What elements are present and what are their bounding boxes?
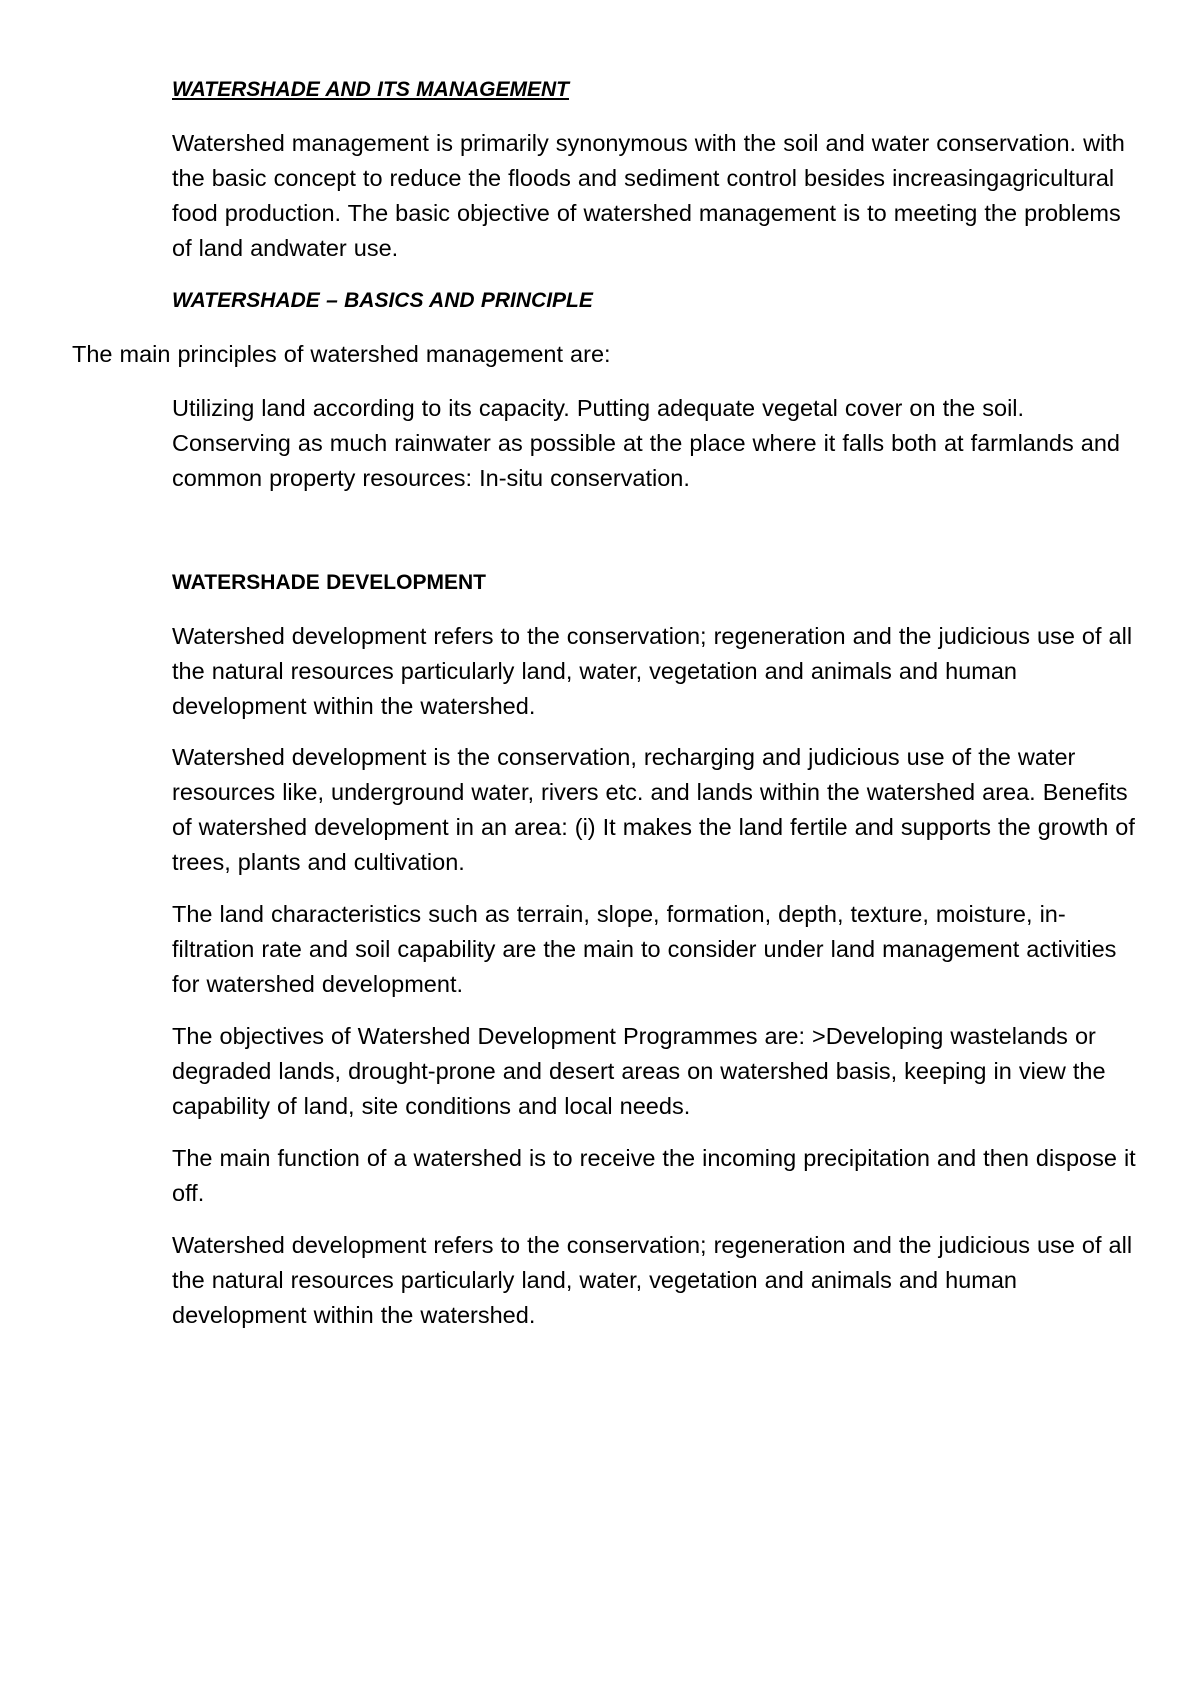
- development-paragraph: The land characteristics such as terrain, slope, formation, depth, texture, moisture, in-filtration rate and soil capability are the main to consider under land management activities for watershed development.: [172, 901, 1117, 997]
- principles-lead-in: The main principles of watershed management are:: [72, 341, 611, 367]
- section-heading-development: WATERSHADE DEVELOPMENT: [172, 571, 486, 594]
- development-paragraph: The main function of a watershed is to receive the incoming precipitation and then dispose it off.: [172, 1145, 1136, 1206]
- principles-paragraph: Utilizing land according to its capacity. Putting adequate vegetal cover on the soil. Conserving as much rainwater as possible at the place where it falls both at farmlands and common property resources: In-situ conservation.: [172, 395, 1120, 491]
- document-title: WATERSHADE AND ITS MANAGEMENT: [172, 78, 569, 101]
- section-heading-basics: WATERSHADE – BASICS AND PRINCIPLE: [172, 289, 593, 312]
- development-paragraph: The objectives of Watershed Development Programmes are: >Developing wastelands or degraded lands, drought-prone and desert areas on watershed basis, keeping in view the capability of land, site conditions and local needs.: [172, 1023, 1106, 1119]
- intro-paragraph: Watershed management is primarily synonymous with the soil and water conservation. with the basic concept to reduce the floods and sediment control besides increasingagricultural food production. The basic objective of watershed management is to meeting the problems of land andwater use.: [172, 130, 1125, 261]
- development-paragraph: Watershed development is the conservation, recharging and judicious use of the water resources like, underground water, rivers etc. and lands within the watershed area. Benefits of watershed development in an area: (i) It makes the land fertile and supports the growth of trees, plants and cultivation.: [172, 744, 1135, 875]
- development-paragraph: Watershed development refers to the conservation; regeneration and the judicious use of all the natural resources particularly land, water, vegetation and animals and human development within the watershed.: [172, 1232, 1133, 1328]
- development-paragraph: Watershed development refers to the conservation; regeneration and the judicious use of all the natural resources particularly land, water, vegetation and animals and human development within the watershed.: [172, 623, 1133, 719]
